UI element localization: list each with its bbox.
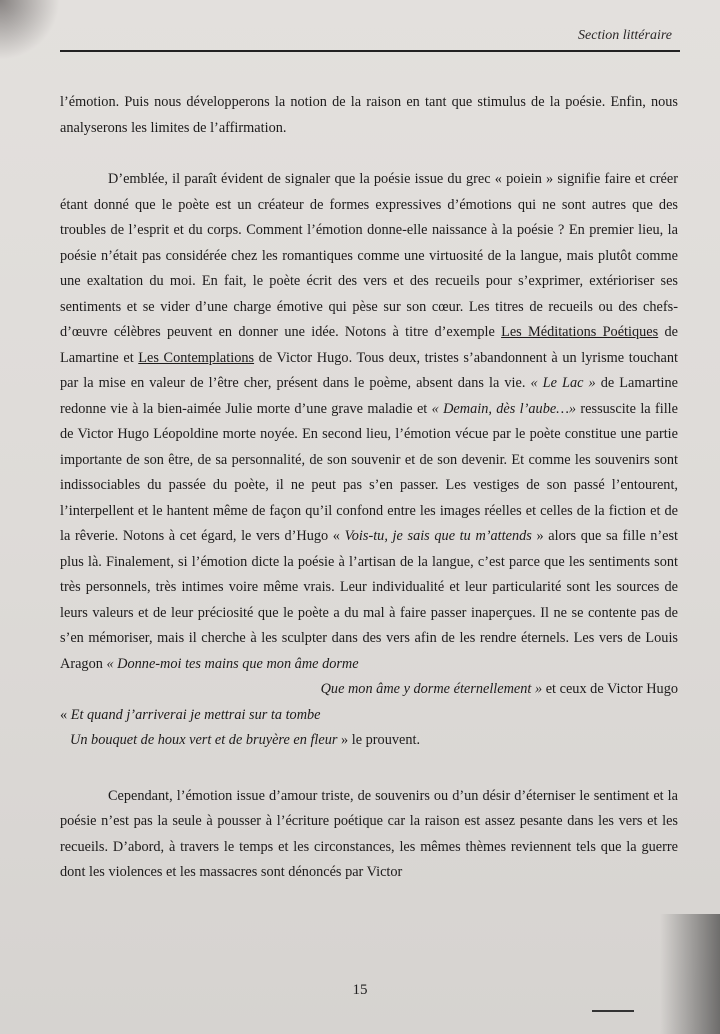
edge-shadow bbox=[660, 914, 720, 1034]
quote: Un bouquet de houx vert et de bruyère en fleur bbox=[70, 732, 338, 748]
text-span: » le prouvent. bbox=[337, 732, 421, 748]
quote: « Le Lac » bbox=[530, 375, 596, 391]
text-span: de Victor Hugo. Tous deux, tristes s’abandonnent à un lyrisme touchant par la mise en valeur de l’être cher, présent dans le poème, absent dans la vie. bbox=[60, 349, 678, 391]
verse-line bbox=[60, 728, 678, 754]
paragraph-reason: Cependant, l’émotion issue d’amour triste, de souvenirs ou d’un désir d’éterniser le sentiment et la poésie n’est pas la seule à pousser à l’écriture poétique car la raison est assez pesante dans les vers et les recueils. D’abord, à travers le temps et les circonstances, les mêmes thèmes reviennent tels que la guerre dont les violences et les massacres sont dénoncés par Victor bbox=[60, 787, 678, 880]
text-span: de Lamartine et bbox=[60, 324, 678, 366]
quote: « Demain, dès l’aube…» bbox=[431, 400, 577, 417]
text-span: « bbox=[60, 706, 71, 723]
quote: « Donne-moi tes mains que mon âme dorme bbox=[106, 655, 359, 672]
quote: Que mon âme y dorme éternellement » bbox=[320, 681, 543, 697]
corner-shadow bbox=[0, 0, 60, 60]
work-title: Les Contemplations bbox=[138, 349, 255, 366]
quote: Et quand j’arriverai je mettrai sur ta tombe bbox=[70, 706, 321, 723]
page-number: 15 bbox=[352, 982, 368, 998]
dash-mark bbox=[592, 1010, 634, 1012]
text-span: de Lamartine redonne vie à la bien-aimée Julie morte d’une grave maladie et bbox=[60, 375, 679, 417]
header-rule bbox=[60, 50, 680, 52]
verse-line bbox=[60, 703, 678, 729]
running-header: Section littéraire bbox=[578, 28, 672, 43]
intro-paragraph: l’émotion. Puis nous développerons la notion de la raison en tant que stimulus de la poésie. Enfin, nous analyserons les limites de l’affirmation. bbox=[60, 94, 678, 136]
work-title: Les Méditations Poétiques bbox=[501, 324, 659, 340]
text-span: » alors que sa fille n’est plus là. Finalement, si l’émotion dicte la poésie à l’artisan de la langue, c’est parce que les sentiments sont très personnels, très intimes voire même vrais. Leur individualité et leur particularité sont les sources de leurs valeurs et de leur préciosité que le poète a du mal à faire passer inaperçues. Il ne se contente pas de s’en mémoriser, mais il cherche à les sculpter dans des vers afin de les rendre éternels. Les vers de Louis Aragon bbox=[60, 528, 678, 672]
quote: Vois-tu, je sais que tu m’attends bbox=[344, 528, 532, 544]
text-span: ressuscite la fille de Victor Hugo Léopoldine morte noyée. En second lieu, l’émotion vécue par le poète constitue une partie importante de son être, de sa personnalité, de son souvenir et de son devenir. Et comme les souvenirs sont indissociables du passée du poète, il ne peut pas s’en passer. Les vestiges de son passé l’entourent, l’interpellent et le hantent même de façon qu’il confond entre les images réelles et celles de la fiction et de la rêverie. Notons à cet égard, le vers d’Hugo « bbox=[60, 400, 678, 544]
text-span: et ceux de Victor Hugo bbox=[542, 681, 678, 697]
verse-line bbox=[60, 677, 678, 703]
body-text bbox=[60, 90, 678, 886]
text-span: D’emblée, il paraît évident de signaler que la poésie issue du grec « poiein » signifie faire et créer étant donné que le poète est un créateur de formes expressives d’émotions qui ne sont autres que des troubles de l’esprit et du corps. Comment l’émotion donne-elle naissance à la poésie ? En premier lieu, la poésie n’était pas considérée chez les romantiques comme une virtuosité de la langue, mais plutôt comme une exaltation du moi. En fait, le poète écrit des vers et des recueils pour s’exprimer, extérioriser ses sentiments et se vider d’une charge émotive qui pèse sur son cœur. Les titres de recueils ou des chefs-d’œuvre célèbres peuvent en donner une idée. Notons à titre d’exemple bbox=[60, 171, 678, 340]
paragraph-emotion bbox=[60, 167, 678, 677]
